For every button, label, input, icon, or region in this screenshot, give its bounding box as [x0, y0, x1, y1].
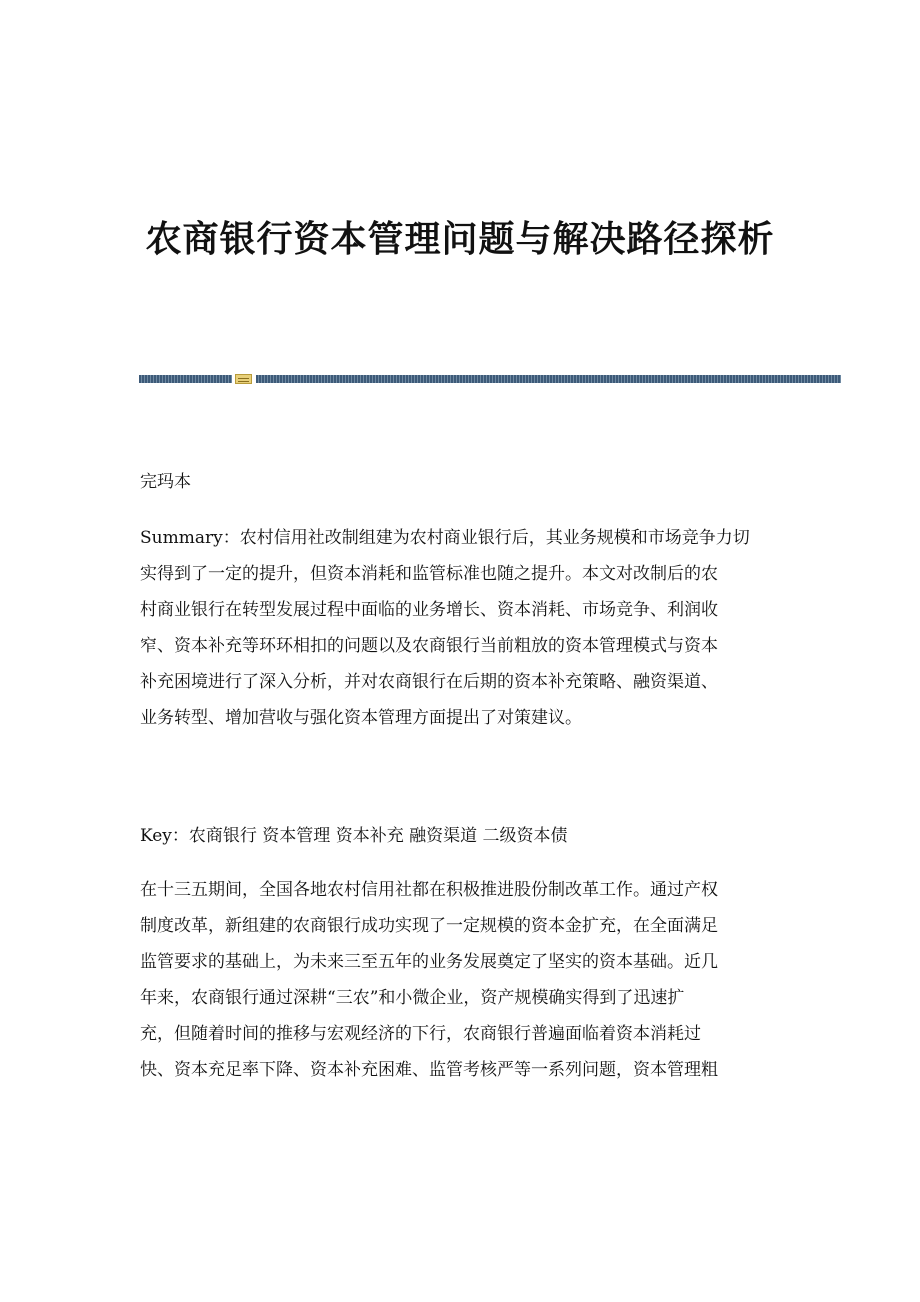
keywords-line	[140, 818, 790, 854]
body-line: 快、资本充足率下降、资本补充困难、监管考核严等一系列问题，资本管理粗	[140, 1060, 718, 1080]
body-line: 年来，农商银行通过深耕“三农”和小微企业，资产规模确实得到了迅速扩	[140, 988, 685, 1008]
summary-line: Summary：农村信用社改制组建为农村商业银行后，其业务规模和市场竞争力切	[140, 528, 750, 548]
body-line: 在十三五期间，全国各地农村信用社都在积极推进股份制改革工作。通过产权	[140, 880, 718, 900]
body-line: 制度改革，新组建的农商银行成功实现了一定规模的资本金扩充，在全面满足	[140, 916, 718, 936]
body-paragraph	[140, 872, 790, 1088]
body-line: 监管要求的基础上，为未来三至五年的业务发展奠定了坚实的资本基础。近几	[140, 952, 718, 972]
summary-line: 村商业银行在转型发展过程中面临的业务增长、资本消耗、市场竞争、利润收	[140, 600, 718, 620]
body-line: 充，但随着时间的推移与宏观经济的下行，农商银行普遍面临着资本消耗过	[140, 1024, 701, 1044]
summary-line: 窄、资本补充等环环相扣的问题以及农商银行当前粗放的资本管理模式与资本	[140, 636, 718, 656]
document-title: 农商银行资本管理问题与解决路径探析	[145, 218, 775, 260]
summary-line: 补充困境进行了深入分析，并对农商银行在后期的资本补充策略、融资渠道、	[140, 672, 718, 692]
divider-bar-right	[256, 375, 841, 383]
summary-line: 实得到了一定的提升，但资本消耗和监管标准也随之提升。本文对改制后的农	[140, 564, 718, 584]
divider-bar-left	[139, 375, 232, 383]
summary-paragraph	[140, 520, 790, 736]
author-name: 完玛本	[140, 472, 191, 492]
keywords-text: Key：农商银行 资本管理 资本补充 融资渠道 二级资本债	[140, 826, 568, 846]
envelope-icon	[235, 374, 252, 384]
summary-line: 业务转型、增加营收与强化资本管理方面提出了对策建议。	[140, 708, 582, 728]
decorative-divider	[139, 374, 841, 384]
